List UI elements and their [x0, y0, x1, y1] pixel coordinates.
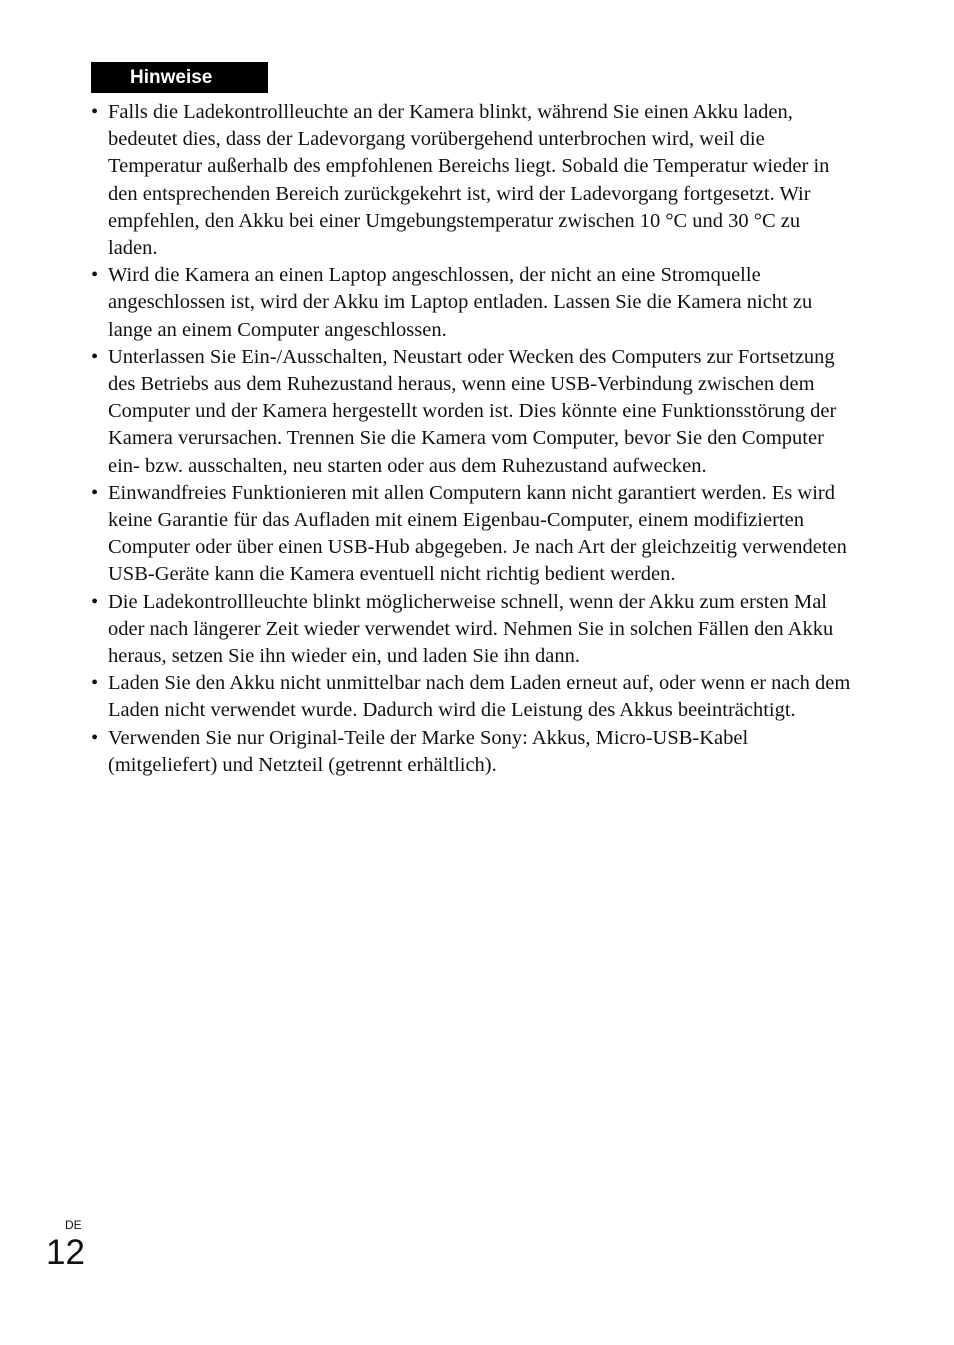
note-item [91, 725, 851, 779]
language-code: DE [65, 1218, 82, 1232]
note-text: Falls die Ladekontrollleuchte an der Kamera blinkt, während Sie einen Akku laden, bedeutet dies, dass der Ladevorgang vorübergehend unterbrochen wird, weil die Temperatur außerhalb des empfohlenen Bereichs liegt. Sobald die Temperatur wieder in den entsprechenden Bereich zurückgekehrt ist, wird der Ladevorgang fortgesetzt. Wir empfehlen, den Akku bei einer Umgebungstemperatur zwischen 10 °C und 30 °C zu laden. [108, 101, 830, 260]
bullet-icon: • [91, 264, 99, 287]
note-text: Unterlassen Sie Ein-/Ausschalten, Neustart oder Wecken des Computers zur Fortsetzung des Betriebs aus dem Ruhezustand heraus, wenn eine USB-Verbindung zwischen dem Computer und der Kamera hergestellt worden ist. Dies könnte eine Funktionsstörung der Kamera verursachen. Trennen Sie die Kamera vom Computer, bevor Sie den Computer ein- bzw. ausschalten, neu starten oder aus dem Ruhezustand aufwecken. [108, 345, 837, 477]
note-item [91, 670, 851, 724]
note-text: Laden Sie den Akku nicht unmittelbar nach dem Laden erneut auf, oder wenn er nach dem Laden nicht verwendet wurde. Dadurch wird die Leistung des Akkus beeinträchtigt. [108, 672, 851, 722]
bullet-icon: • [91, 590, 99, 613]
note-text: Die Ladekontrollleuchte blinkt möglicherweise schnell, wenn der Akku zum ersten Mal oder nach längerer Zeit wieder verwendet wird. Nehmen Sie in solchen Fällen den Akku heraus, setzen Sie ihn wieder ein, und laden Sie ihn dann. [108, 590, 834, 668]
bullet-icon: • [91, 345, 99, 368]
bullet-icon: • [91, 481, 99, 504]
section-heading: Hinweise [91, 62, 268, 93]
note-item [91, 589, 851, 671]
note-item [91, 480, 851, 589]
note-text: Verwenden Sie nur Original-Teile der Marke Sony: Akkus, Micro-USB-Kabel (mitgeliefert) und Netzteil (getrennt erhältlich). [108, 726, 749, 776]
note-item [91, 262, 851, 344]
page-number: 12 [46, 1233, 85, 1272]
bullet-icon: • [91, 672, 99, 695]
note-text: Einwandfreies Funktionieren mit allen Computern kann nicht garantiert werden. Es wird keine Garantie für das Aufladen mit einem Eigenbau-Computer, einem modifizierten Computer oder über einen USB-Hub abgegeben. Je nach Art der gleichzeitig verwendeten USB-Geräte kann die Kamera eventuell nicht richtig bedient werden. [108, 481, 847, 586]
notes-list [91, 99, 851, 779]
note-item [91, 344, 851, 480]
note-item [91, 99, 851, 262]
note-text: Wird die Kamera an einen Laptop angeschlossen, der nicht an eine Stromquelle angeschlossen ist, wird der Akku im Laptop entladen. Lassen Sie die Kamera nicht zu lange an einem Computer angeschlossen. [108, 264, 813, 341]
bullet-icon: • [91, 101, 99, 123]
bullet-icon: • [91, 726, 99, 749]
